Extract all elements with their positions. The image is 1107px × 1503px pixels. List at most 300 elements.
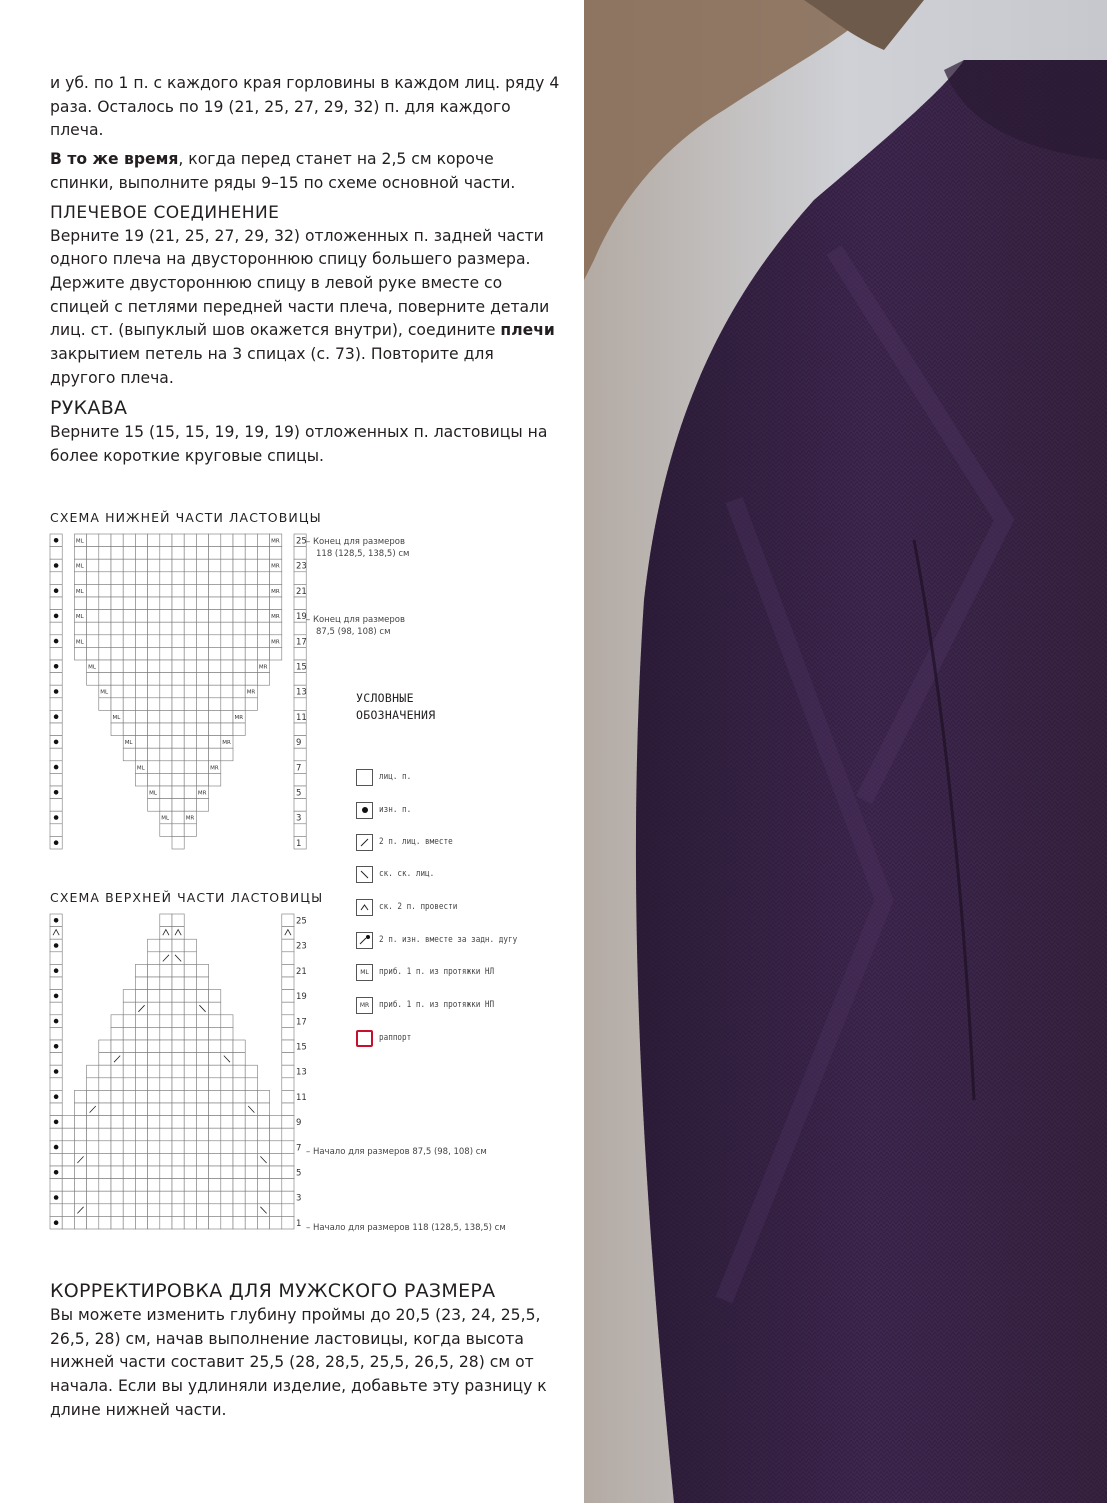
legend-title-line-2: ОБОЗНАЧЕНИЯ bbox=[356, 708, 436, 722]
chart-cell bbox=[50, 698, 62, 711]
row-number: 7 bbox=[296, 763, 302, 774]
chart-cell bbox=[160, 1153, 172, 1166]
m1r-mark: MR bbox=[185, 815, 195, 822]
chart-cell bbox=[135, 1128, 147, 1141]
chart-cell bbox=[99, 547, 111, 560]
chart-cell bbox=[87, 1116, 99, 1129]
chart-cell bbox=[87, 1204, 99, 1217]
chart-cell bbox=[111, 685, 123, 698]
chart-cell bbox=[184, 1116, 196, 1129]
chart-cell bbox=[282, 1116, 294, 1129]
chart-cell bbox=[111, 1141, 123, 1154]
caption-lower-chart: СХЕМА НИЖНЕЙ ЧАСТИ ЛАСТОВИЦЫ bbox=[50, 510, 322, 525]
chart-cell bbox=[196, 647, 208, 660]
chart-cell bbox=[62, 1191, 74, 1204]
chart-cell bbox=[111, 597, 123, 610]
chart-cell bbox=[123, 1053, 135, 1066]
purl-dot bbox=[54, 1220, 59, 1225]
chart-cell bbox=[233, 1128, 245, 1141]
chart-cell bbox=[148, 1179, 160, 1192]
chart-cell bbox=[160, 1103, 172, 1116]
chart-cell bbox=[245, 1191, 257, 1204]
chart-cell bbox=[62, 1141, 74, 1154]
chart-cell bbox=[148, 977, 160, 990]
chart-cell bbox=[160, 1053, 172, 1066]
chart-cell bbox=[282, 914, 294, 927]
chart-cell bbox=[233, 1053, 245, 1066]
chart-cell bbox=[160, 1128, 172, 1141]
chart-cell bbox=[233, 698, 245, 711]
chart-cell bbox=[221, 534, 233, 547]
note-end-small-sizes: 87,5 (98, 108) см bbox=[316, 627, 391, 637]
chart-cell bbox=[172, 799, 184, 812]
row-number: 19 bbox=[296, 612, 307, 623]
purl-dot bbox=[54, 994, 59, 999]
m1l-mark: ML bbox=[88, 664, 96, 671]
chart-cell bbox=[135, 1065, 147, 1078]
chart-cell bbox=[257, 547, 269, 560]
m1r-mark: MR bbox=[271, 538, 280, 545]
m1r-mark: MR bbox=[271, 639, 280, 646]
row-number: 3 bbox=[296, 1193, 302, 1204]
chart-cell bbox=[172, 1204, 184, 1217]
chart-cell bbox=[196, 1116, 208, 1129]
row-number: 13 bbox=[296, 1067, 307, 1078]
chart-cell bbox=[111, 1078, 123, 1091]
m1l-mark: ML bbox=[75, 538, 84, 545]
chart-cell bbox=[172, 660, 184, 673]
chart-cell bbox=[270, 647, 282, 660]
chart-cell bbox=[209, 710, 221, 723]
chart-cell bbox=[233, 1179, 245, 1192]
chart-cell bbox=[184, 939, 196, 952]
chart-cell bbox=[233, 597, 245, 610]
chart-cell bbox=[111, 1204, 123, 1217]
chart-cell bbox=[184, 559, 196, 572]
chart-cell bbox=[184, 597, 196, 610]
chart-cell bbox=[160, 773, 172, 786]
chart-cell bbox=[270, 1179, 282, 1192]
chart-cell bbox=[184, 1015, 196, 1028]
chart-cell bbox=[221, 597, 233, 610]
chart-cell bbox=[196, 1090, 208, 1103]
paragraph-same-time-rest: , когда перед станет на 2,5 см короче спинки, выполните ряды 9–15 по схеме основной части. bbox=[50, 150, 516, 192]
chart-cell bbox=[123, 597, 135, 610]
chart-cell bbox=[172, 1002, 184, 1015]
chart-cell bbox=[233, 660, 245, 673]
purl-dot bbox=[54, 588, 59, 593]
chart-cell bbox=[196, 1128, 208, 1141]
chart-cell bbox=[184, 1191, 196, 1204]
chart-cell bbox=[160, 547, 172, 560]
chart-cell bbox=[172, 927, 184, 940]
chart-cell bbox=[160, 977, 172, 990]
chart-cell bbox=[294, 698, 306, 711]
paragraph-shoulder-end: закрытием петель на 3 спицах (с. 73). Повторите для другого плеча. bbox=[50, 345, 494, 387]
chart-cell bbox=[160, 622, 172, 635]
chart-cell bbox=[172, 1015, 184, 1028]
chart-cell bbox=[196, 698, 208, 711]
chart-cell bbox=[160, 1015, 172, 1028]
chart-cell bbox=[184, 736, 196, 749]
row-number: 21 bbox=[296, 586, 307, 597]
chart-cell bbox=[294, 748, 306, 761]
chart-cell bbox=[172, 939, 184, 952]
chart-cell bbox=[135, 723, 147, 736]
chart-cell bbox=[111, 534, 123, 547]
chart-cell bbox=[209, 1103, 221, 1116]
chart-cell bbox=[74, 1166, 86, 1179]
chart-cell bbox=[172, 597, 184, 610]
chart-cell bbox=[257, 1191, 269, 1204]
chart-cell bbox=[148, 1053, 160, 1066]
chart-cell bbox=[99, 622, 111, 635]
chart-cell bbox=[123, 572, 135, 585]
chart-cell bbox=[99, 1090, 111, 1103]
chart-cell bbox=[209, 597, 221, 610]
chart-cell bbox=[148, 1065, 160, 1078]
chart-cell bbox=[148, 1090, 160, 1103]
chart-cell bbox=[233, 723, 245, 736]
chart-cell bbox=[172, 964, 184, 977]
chart-cell bbox=[245, 559, 257, 572]
chart-cell bbox=[99, 572, 111, 585]
chart-cell bbox=[221, 748, 233, 761]
paragraph-shoulder bbox=[50, 225, 560, 391]
chart-cell bbox=[74, 647, 86, 660]
chart-cell bbox=[233, 584, 245, 597]
chart-cell bbox=[221, 1090, 233, 1103]
chart-cell bbox=[209, 1141, 221, 1154]
chart-cell bbox=[270, 1141, 282, 1154]
chart-cell bbox=[233, 1090, 245, 1103]
purl-dot bbox=[54, 790, 59, 795]
purl-dot bbox=[54, 1145, 59, 1150]
chart-cell bbox=[87, 1179, 99, 1192]
chart-cell bbox=[123, 1040, 135, 1053]
chart-cell bbox=[184, 824, 196, 837]
chart-cell bbox=[245, 1116, 257, 1129]
chart-cell bbox=[123, 635, 135, 648]
chart-cell bbox=[221, 584, 233, 597]
chart-cell bbox=[282, 1078, 294, 1091]
chart-cell bbox=[196, 685, 208, 698]
purl-dot bbox=[54, 740, 59, 745]
chart-cell bbox=[123, 673, 135, 686]
chart-cell bbox=[294, 572, 306, 585]
chart-cell bbox=[123, 610, 135, 623]
chart-cell bbox=[282, 952, 294, 965]
chart-cell bbox=[221, 1078, 233, 1091]
chart-cell bbox=[221, 685, 233, 698]
chart-cell bbox=[172, 811, 184, 824]
m1l-mark: ML bbox=[124, 740, 133, 747]
chart-cell bbox=[99, 584, 111, 597]
purl-dot bbox=[54, 1044, 59, 1049]
chart-cell bbox=[209, 547, 221, 560]
chart-cell bbox=[111, 1153, 123, 1166]
chart-cell bbox=[62, 1179, 74, 1192]
chart-cell bbox=[172, 1027, 184, 1040]
chart-cell bbox=[257, 1090, 269, 1103]
chart-cell bbox=[87, 635, 99, 648]
chart-cell bbox=[233, 534, 245, 547]
chart-cell bbox=[270, 1191, 282, 1204]
chart-cell bbox=[87, 1191, 99, 1204]
legend-label-ssk: ск. ск. лиц. bbox=[379, 869, 435, 879]
chart-cell bbox=[160, 736, 172, 749]
chart-cell bbox=[282, 927, 294, 940]
chart-cell bbox=[196, 1103, 208, 1116]
row-number: 23 bbox=[296, 941, 307, 952]
chart-cell bbox=[245, 534, 257, 547]
chart-cell bbox=[172, 1053, 184, 1066]
chart-cell bbox=[209, 698, 221, 711]
chart-cell bbox=[148, 673, 160, 686]
m1r-mark: MR bbox=[222, 740, 231, 747]
m1l-mark: ML bbox=[136, 765, 145, 772]
chart-cell bbox=[209, 736, 221, 749]
chart-cell bbox=[294, 723, 306, 736]
note-start-large: – Начало для размеров 118 (128,5, 138,5) см bbox=[306, 1223, 506, 1233]
chart-cell bbox=[184, 952, 196, 965]
chart-cell bbox=[148, 1216, 160, 1229]
chart-cell bbox=[135, 1191, 147, 1204]
chart-cell bbox=[209, 1204, 221, 1217]
chart-cell bbox=[270, 547, 282, 560]
row-number: 19 bbox=[296, 992, 307, 1003]
chart-cell bbox=[172, 622, 184, 635]
chart-cell bbox=[196, 977, 208, 990]
chart-cell bbox=[270, 572, 282, 585]
chart-cell bbox=[99, 1141, 111, 1154]
chart-cell bbox=[111, 610, 123, 623]
chart-cell bbox=[135, 1153, 147, 1166]
chart-cell bbox=[294, 773, 306, 786]
chart-cell bbox=[172, 761, 184, 774]
chart-cell bbox=[135, 773, 147, 786]
chart-cell bbox=[282, 1128, 294, 1141]
chart-cell bbox=[172, 1141, 184, 1154]
chart-cell bbox=[221, 647, 233, 660]
m1r-icon: MR bbox=[356, 997, 373, 1014]
chart-cell bbox=[148, 990, 160, 1003]
chart-cell bbox=[257, 1179, 269, 1192]
chart-cell bbox=[209, 610, 221, 623]
chart-cell bbox=[233, 1103, 245, 1116]
chart-cell bbox=[282, 1179, 294, 1192]
chart-cell bbox=[172, 1078, 184, 1091]
chart-cell bbox=[221, 1027, 233, 1040]
chart-cell bbox=[74, 1090, 86, 1103]
purl-dot bbox=[54, 664, 59, 669]
chart-cell bbox=[184, 748, 196, 761]
chart-cell bbox=[99, 1204, 111, 1217]
chart-cell bbox=[148, 1040, 160, 1053]
chart-cell bbox=[257, 647, 269, 660]
chart-cell bbox=[233, 1153, 245, 1166]
legend-label-cdd: ск. 2 п. провести bbox=[379, 902, 458, 912]
chart-cell bbox=[184, 698, 196, 711]
chart-cell bbox=[196, 1015, 208, 1028]
chart-cell bbox=[62, 1153, 74, 1166]
m1r-mark: MR bbox=[197, 790, 207, 797]
chart-cell bbox=[123, 748, 135, 761]
chart-cell bbox=[148, 1191, 160, 1204]
chart-cell bbox=[184, 723, 196, 736]
chart-cell bbox=[221, 547, 233, 560]
chart-cell bbox=[50, 799, 62, 812]
purl-dot bbox=[54, 1069, 59, 1074]
chart-cell bbox=[196, 1040, 208, 1053]
chart-cell bbox=[87, 673, 99, 686]
chart-cell bbox=[184, 1153, 196, 1166]
chart-cell bbox=[282, 1027, 294, 1040]
chart-cell bbox=[148, 736, 160, 749]
chart-cell bbox=[270, 622, 282, 635]
chart-cell bbox=[123, 584, 135, 597]
chart-cell bbox=[233, 635, 245, 648]
sweater-photo bbox=[584, 0, 1107, 1503]
chart-cell bbox=[209, 1179, 221, 1192]
chart-cell bbox=[111, 1065, 123, 1078]
chart-cell bbox=[123, 1027, 135, 1040]
chart-cell bbox=[184, 1216, 196, 1229]
purl-dot bbox=[54, 765, 59, 770]
ssk-backslash-icon bbox=[356, 866, 373, 883]
legend-label-purl: изн. п. bbox=[379, 805, 412, 815]
chart-cell bbox=[221, 610, 233, 623]
chart-cell bbox=[160, 534, 172, 547]
chart-cell bbox=[196, 799, 208, 812]
chart-cell bbox=[184, 610, 196, 623]
chart-cell bbox=[135, 1204, 147, 1217]
row-number: 13 bbox=[296, 687, 307, 698]
chart-cell bbox=[209, 1216, 221, 1229]
chart-cell bbox=[135, 547, 147, 560]
chart-cell bbox=[99, 1053, 111, 1066]
pattern-text bbox=[50, 72, 560, 469]
chart-cell bbox=[99, 1179, 111, 1192]
m1r-mark: MR bbox=[271, 563, 280, 570]
chart-cell bbox=[148, 1015, 160, 1028]
chart-cell bbox=[135, 622, 147, 635]
chart-cell bbox=[245, 673, 257, 686]
chart-cell bbox=[160, 673, 172, 686]
chart-cell bbox=[184, 1204, 196, 1217]
upper-gusset-chart bbox=[44, 910, 514, 1240]
chart-cell bbox=[99, 673, 111, 686]
legend-item-ssk bbox=[356, 863, 444, 885]
purl-dot bbox=[54, 943, 59, 948]
chart-cell bbox=[294, 547, 306, 560]
purl-dot bbox=[54, 714, 59, 719]
chart-cell bbox=[50, 572, 62, 585]
chart-cell bbox=[282, 964, 294, 977]
chart-cell bbox=[184, 1078, 196, 1091]
chart-cell bbox=[135, 736, 147, 749]
chart-cell bbox=[282, 1216, 294, 1229]
chart-cell bbox=[209, 773, 221, 786]
chart-cell bbox=[196, 1216, 208, 1229]
chart-cell bbox=[282, 1040, 294, 1053]
chart-cell bbox=[111, 647, 123, 660]
chart-cell bbox=[172, 977, 184, 990]
chart-cell bbox=[160, 1204, 172, 1217]
chart-cell bbox=[99, 559, 111, 572]
chart-cell bbox=[172, 736, 184, 749]
chart-cell bbox=[221, 660, 233, 673]
chart-cell bbox=[257, 1216, 269, 1229]
chart-cell bbox=[50, 977, 62, 990]
chart-cell bbox=[160, 584, 172, 597]
chart-cell bbox=[135, 710, 147, 723]
chart-cell bbox=[282, 1053, 294, 1066]
chart-cell bbox=[87, 610, 99, 623]
chart-cell bbox=[99, 647, 111, 660]
chart-cell bbox=[123, 547, 135, 560]
chart-cell bbox=[196, 990, 208, 1003]
chart-cell bbox=[172, 748, 184, 761]
chart-cell bbox=[172, 559, 184, 572]
purl-dot bbox=[54, 614, 59, 619]
chart-cell bbox=[172, 836, 184, 849]
chart-cell bbox=[221, 1015, 233, 1028]
chart-cell bbox=[74, 1103, 86, 1116]
chart-cell bbox=[50, 773, 62, 786]
chart-cell bbox=[99, 698, 111, 711]
chart-cell bbox=[123, 559, 135, 572]
chart-cell bbox=[148, 534, 160, 547]
chart-cell bbox=[282, 1002, 294, 1015]
chart-cell bbox=[148, 1027, 160, 1040]
chart-cell bbox=[196, 1153, 208, 1166]
chart-cell bbox=[135, 647, 147, 660]
chart-cell bbox=[172, 1216, 184, 1229]
chart-cell bbox=[87, 1065, 99, 1078]
chart-cell bbox=[196, 547, 208, 560]
row-number: 17 bbox=[296, 1017, 307, 1028]
paragraph-same-time bbox=[50, 148, 560, 195]
chart-cell bbox=[245, 1153, 257, 1166]
purl-dot bbox=[54, 1019, 59, 1024]
chart-cell bbox=[50, 1027, 62, 1040]
chart-cell bbox=[74, 1191, 86, 1204]
chart-cell bbox=[99, 1153, 111, 1166]
chart-cell bbox=[245, 1216, 257, 1229]
row-number: 25 bbox=[296, 916, 307, 927]
chart-cell bbox=[172, 1191, 184, 1204]
chart-cell bbox=[209, 1191, 221, 1204]
chart-cell bbox=[87, 597, 99, 610]
legend-item-k2tog bbox=[356, 831, 466, 853]
chart-cell bbox=[196, 1065, 208, 1078]
chart-cell bbox=[148, 1166, 160, 1179]
chart-cell bbox=[257, 622, 269, 635]
chart-cell bbox=[257, 1116, 269, 1129]
chart-cell bbox=[50, 1103, 62, 1116]
chart-cell bbox=[209, 1040, 221, 1053]
chart-cell bbox=[257, 1166, 269, 1179]
chart-cell bbox=[245, 572, 257, 585]
chart-cell bbox=[209, 673, 221, 686]
legend-item-purl bbox=[356, 799, 417, 821]
row-number: 9 bbox=[296, 738, 302, 749]
chart-cell bbox=[172, 1065, 184, 1078]
legend-label-k2tog: 2 п. лиц. вместе bbox=[379, 837, 453, 847]
chart-cell bbox=[111, 1166, 123, 1179]
chart-cell bbox=[87, 584, 99, 597]
